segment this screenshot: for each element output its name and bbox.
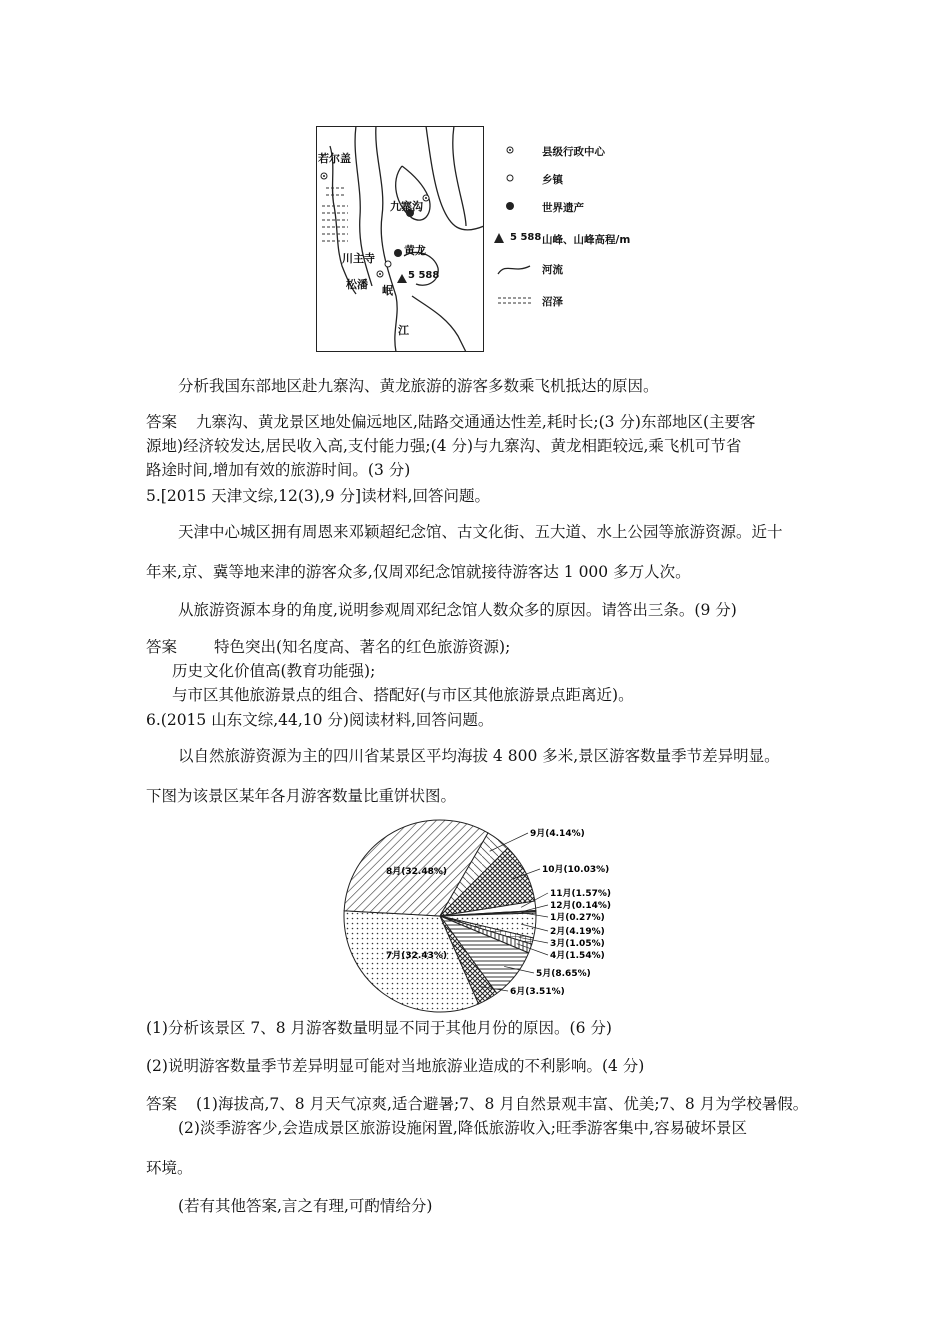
q5-material-line2: 年来,京、冀等地来津的游客众多,仅周邓纪念馆就接待游客达 1 000 多万人次。 — [146, 563, 691, 581]
q6-answer-line1: (1)海拔高,7、8 月天气凉爽,适合避暑;7、8 月自然景观丰富、优美;7、8 月为学校暑假。 — [196, 1095, 809, 1113]
pie-label-9月: 9月(4.14%) — [530, 829, 585, 839]
legend-peak: 5 588 山峰、山峰高程/m — [492, 230, 692, 248]
q6-material-line1: 以自然旅游资源为主的四川省某景区平均海拔 4 800 多米,景区游客数量季节差异明显。 — [178, 747, 780, 765]
pie-label-1月: 1月(0.27%) — [550, 913, 605, 923]
pie-label-10月: 10月(10.03%) — [542, 865, 610, 875]
legend-swamp: 沼泽 — [542, 296, 563, 308]
q5-answer-line3: 与市区其他旅游景点的组合、搭配好(与市区其他旅游景点距离近)。 — [172, 686, 634, 704]
pie-label-4月: 4月(1.54%) — [550, 951, 605, 961]
river-south — [412, 296, 466, 352]
q4-answer-line3: 路途时间,增加有效的旅游时间。(3 分) — [146, 461, 411, 479]
q4-answer-line1: 九寨沟、黄龙景区地处偏远地区,陆路交通通达性差,耗时长;(3 分)东部地区(主要客 — [196, 413, 756, 431]
legend-river: 河流 — [492, 260, 692, 278]
place-huanglong: 黄龙 — [404, 244, 426, 257]
legend-heritage: 世界遗产 — [492, 198, 692, 216]
peak-symbol — [397, 274, 407, 283]
q6-answer-line2: (2)淡季游客少,会造成景区旅游设施闲置,降低旅游收入;旺季游客集中,容易破坏景区 — [178, 1119, 747, 1137]
legend-town: 乡镇 — [492, 170, 692, 188]
q6-answer-line3: 环境。 — [146, 1159, 193, 1177]
q6-material-line2: 下图为该景区某年各月游客数量比重饼状图。 — [146, 787, 457, 805]
place-min: 岷 — [382, 284, 393, 297]
place-jiang: 江 — [398, 324, 409, 337]
river-east1 — [426, 126, 484, 230]
pie-svg — [330, 816, 630, 1016]
pie-label-3月: 3月(1.05%) — [550, 939, 605, 949]
q6-note: (若有其他答案,言之有理,可酌情给分) — [178, 1197, 433, 1215]
pie-label-5月: 5月(8.65%) — [536, 969, 591, 979]
legend-county: 县级行政中心 — [492, 142, 692, 160]
q4-question: 分析我国东部地区赴九寨沟、黄龙旅游的游客多数乘飞机抵达的原因。 — [178, 377, 659, 395]
q6-heading: 6.(2015 山东文综,44,10 分)阅读材料,回答问题。 — [146, 711, 494, 729]
q5-answer-line2: 历史文化价值高(教育功能强); — [172, 662, 376, 680]
place-chuanzhusi: 川主寺 — [342, 252, 375, 265]
q5-answer-tag: 答案 — [146, 638, 178, 656]
q5-heading: 5.[2015 天津文综,12(3),9 分]读材料,回答问题。 — [146, 487, 491, 505]
q5-material-line1: 天津中心城区拥有周恩来邓颖超纪念馆、古文化街、五大道、水上公园等旅游资源。近十 — [178, 523, 783, 541]
town-symbol-chuanzhusi — [385, 261, 391, 267]
q4-answer-line2: 源地)经济较发达,居民收入高,支付能力强;(4 分)与九寨沟、黄龙相距较远,乘飞机可节省 — [146, 437, 742, 455]
pie-chart — [330, 816, 630, 1020]
pie-label-8月: 8月(32.48%) — [386, 867, 447, 877]
pie-label-7月: 7月(32.43%) — [386, 951, 447, 961]
q6-sub2: (2)说明游客数量季节差异明显可能对当地旅游业造成的不利影响。(4 分) — [146, 1057, 645, 1075]
peak-elevation-label: 5 588 — [408, 270, 440, 281]
pie-label-2月: 2月(4.19%) — [550, 927, 605, 937]
q4-answer-tag: 答案 — [146, 413, 178, 431]
pie-label-6月: 6月(3.51%) — [510, 987, 565, 997]
pie-label-11月: 11月(1.57%) — [550, 889, 611, 899]
q6-answer-tag: 答案 — [146, 1095, 178, 1113]
q6-sub1: (1)分析该景区 7、8 月游客数量明显不同于其他月份的原因。(6 分) — [146, 1019, 612, 1037]
map-legend — [492, 126, 692, 316]
heritage-symbol-huanglong — [394, 249, 402, 257]
place-jiuzhaigou: 九寨沟 — [390, 200, 423, 213]
river-min — [376, 126, 397, 352]
place-ruoergai: 若尔盖 — [318, 152, 351, 165]
river-east2 — [453, 126, 466, 226]
q5-question: 从旅游资源本身的角度,说明参观周邓纪念馆人数众多的原因。请答出三条。(9 分) — [178, 601, 737, 619]
place-songpan: 松潘 — [346, 278, 368, 291]
pie-label-12月: 12月(0.14%) — [550, 901, 611, 911]
q5-answer-line1: 特色突出(知名度高、著名的红色旅游资源); — [214, 638, 511, 656]
